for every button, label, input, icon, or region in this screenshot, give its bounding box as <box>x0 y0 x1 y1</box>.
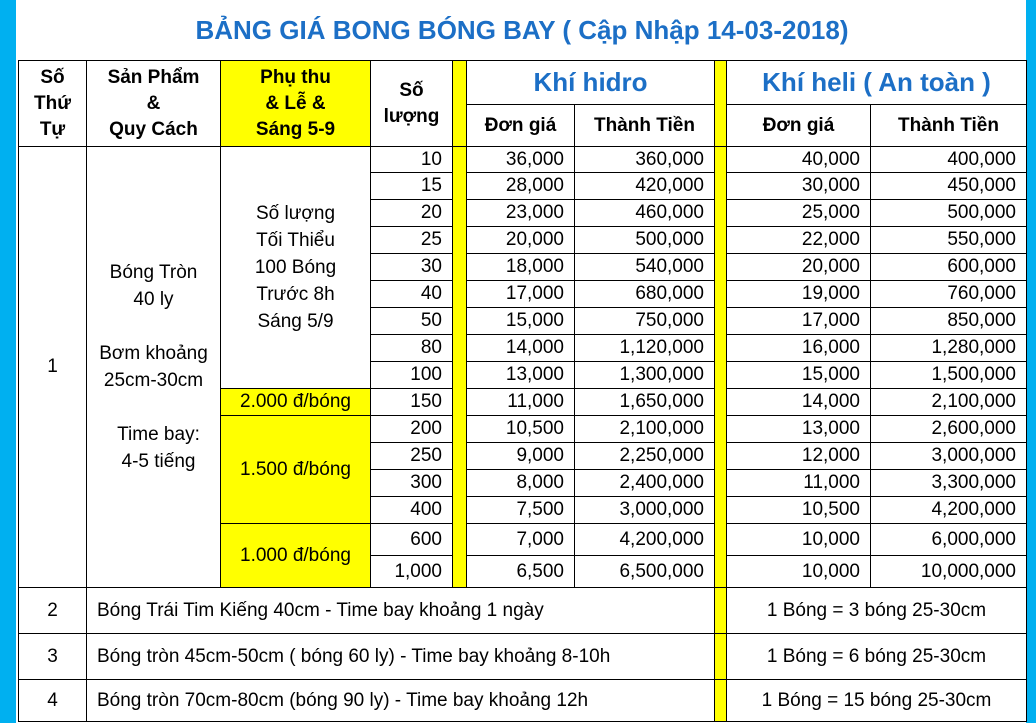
row-number: 2 <box>19 588 87 634</box>
helium-total: 1,500,000 <box>871 362 1027 389</box>
hydro-unit-price: 18,000 <box>467 254 575 281</box>
left-frame-bar <box>0 0 16 723</box>
price-table <box>18 60 1027 722</box>
minimum-quantity-note <box>221 147 371 389</box>
hydro-total: 4,200,000 <box>575 524 715 556</box>
header-hydro-total: Thành Tiền <box>575 105 715 147</box>
quantity-cell: 100 <box>371 362 453 389</box>
helium-unit-price: 10,500 <box>727 497 871 524</box>
product-spec-line: Bơm khoảng <box>99 343 208 364</box>
extra-product-row <box>19 680 1027 722</box>
hydro-unit-price: 11,000 <box>467 389 575 416</box>
yellow-separator <box>453 61 467 147</box>
row-number: 4 <box>19 680 87 722</box>
row-number: 1 <box>19 147 87 588</box>
quantity-cell: 250 <box>371 443 453 470</box>
helium-total: 850,000 <box>871 308 1027 335</box>
helium-total: 4,200,000 <box>871 497 1027 524</box>
note-line: Tối Thiểu <box>256 230 335 251</box>
page-title: BẢNG GIÁ BONG BÓNG BAY ( Cập Nhập 14-03-2018) <box>195 14 849 45</box>
extra-product-equivalence: 1 Bóng = 6 bóng 25-30cm <box>727 634 1027 680</box>
quantity-cell: 80 <box>371 335 453 362</box>
hydro-total: 2,100,000 <box>575 416 715 443</box>
hydro-unit-price: 28,000 <box>467 173 575 200</box>
surcharge-1500: 1.500 đ/bóng <box>221 416 371 524</box>
quantity-cell: 15 <box>371 173 453 200</box>
helium-total: 6,000,000 <box>871 524 1027 556</box>
header-quantity: Số lượng <box>371 61 453 147</box>
extra-product-row <box>19 588 1027 634</box>
helium-total: 450,000 <box>871 173 1027 200</box>
helium-unit-price: 17,000 <box>727 308 871 335</box>
helium-total: 3,300,000 <box>871 470 1027 497</box>
helium-total: 2,600,000 <box>871 416 1027 443</box>
hydro-unit-price: 13,000 <box>467 362 575 389</box>
note-line: Sáng 5/9 <box>257 311 334 332</box>
quantity-cell: 200 <box>371 416 453 443</box>
helium-total: 1,280,000 <box>871 335 1027 362</box>
row-number: 3 <box>19 634 87 680</box>
helium-unit-price: 10,000 <box>727 524 871 556</box>
helium-unit-price: 19,000 <box>727 281 871 308</box>
quantity-cell: 25 <box>371 227 453 254</box>
hydro-unit-price: 8,000 <box>467 470 575 497</box>
extra-product-description: Bóng tròn 45cm-50cm ( bóng 60 ly) - Time bay khoảng 8-10h <box>87 634 715 680</box>
yellow-separator <box>715 61 727 147</box>
product-spec-line: 4-5 tiếng <box>121 451 196 472</box>
yellow-separator <box>715 147 727 588</box>
header-hydro: Khí hidro <box>467 61 715 105</box>
quantity-cell: 50 <box>371 308 453 335</box>
quantity-cell: 40 <box>371 281 453 308</box>
helium-unit-price: 10,000 <box>727 556 871 588</box>
table-row <box>19 147 1027 173</box>
yellow-separator <box>715 680 727 722</box>
helium-unit-price: 20,000 <box>727 254 871 281</box>
hydro-unit-price: 7,000 <box>467 524 575 556</box>
helium-total: 2,100,000 <box>871 389 1027 416</box>
hydro-total: 750,000 <box>575 308 715 335</box>
note-line: Trước 8h <box>256 284 335 305</box>
helium-total: 760,000 <box>871 281 1027 308</box>
product-spec-line: 25cm-30cm <box>103 370 204 391</box>
helium-total: 550,000 <box>871 227 1027 254</box>
hydro-total: 1,650,000 <box>575 389 715 416</box>
price-sheet <box>18 0 1026 723</box>
extra-product-equivalence: 1 Bóng = 15 bóng 25-30cm <box>727 680 1027 722</box>
helium-unit-price: 11,000 <box>727 470 871 497</box>
hydro-unit-price: 23,000 <box>467 200 575 227</box>
hydro-total: 360,000 <box>575 147 715 173</box>
hydro-unit-price: 20,000 <box>467 227 575 254</box>
note-line: Số lượng <box>255 203 336 224</box>
hydro-total: 2,400,000 <box>575 470 715 497</box>
hydro-unit-price: 15,000 <box>467 308 575 335</box>
hydro-total: 3,000,000 <box>575 497 715 524</box>
header-helium-total: Thành Tiền <box>871 105 1027 147</box>
quantity-cell: 400 <box>371 497 453 524</box>
hydro-total: 680,000 <box>575 281 715 308</box>
surcharge-1000: 1.000 đ/bóng <box>221 524 371 588</box>
product-spec <box>87 147 221 588</box>
header-product: Sản Phẩm & Quy Cách <box>87 61 221 147</box>
quantity-cell: 600 <box>371 524 453 556</box>
helium-total: 400,000 <box>871 147 1027 173</box>
surcharge-2000: 2.000 đ/bóng <box>221 389 371 416</box>
helium-total: 600,000 <box>871 254 1027 281</box>
hydro-total: 460,000 <box>575 200 715 227</box>
hydro-unit-price: 9,000 <box>467 443 575 470</box>
quantity-cell: 20 <box>371 200 453 227</box>
quantity-cell: 150 <box>371 389 453 416</box>
helium-unit-price: 14,000 <box>727 389 871 416</box>
helium-unit-price: 15,000 <box>727 362 871 389</box>
hydro-total: 2,250,000 <box>575 443 715 470</box>
extra-product-description: Bóng Trái Tim Kiếng 40cm - Time bay khoảng 1 ngày <box>87 588 715 634</box>
quantity-cell: 10 <box>371 147 453 173</box>
yellow-separator <box>715 588 727 634</box>
helium-unit-price: 22,000 <box>727 227 871 254</box>
helium-unit-price: 13,000 <box>727 416 871 443</box>
header-helium-unit-price: Đơn giá <box>727 105 871 147</box>
hydro-total: 6,500,000 <box>575 556 715 588</box>
yellow-separator <box>715 634 727 680</box>
product-spec-line: Bóng Tròn <box>109 262 198 283</box>
extra-product-row <box>19 634 1027 680</box>
header-surcharge: Phụ thu & Lễ & Sáng 5-9 <box>221 61 371 147</box>
helium-total: 500,000 <box>871 200 1027 227</box>
helium-unit-price: 40,000 <box>727 147 871 173</box>
hydro-total: 500,000 <box>575 227 715 254</box>
helium-unit-price: 16,000 <box>727 335 871 362</box>
helium-total: 10,000,000 <box>871 556 1027 588</box>
quantity-cell: 30 <box>371 254 453 281</box>
extra-product-description: Bóng tròn 70cm-80cm (bóng 90 ly) - Time bay khoảng 12h <box>87 680 715 722</box>
hydro-unit-price: 10,500 <box>467 416 575 443</box>
extra-product-equivalence: 1 Bóng = 3 bóng 25-30cm <box>727 588 1027 634</box>
hydro-total: 1,300,000 <box>575 362 715 389</box>
header-hydro-unit-price: Đơn giá <box>467 105 575 147</box>
hydro-total: 540,000 <box>575 254 715 281</box>
note-line: 100 Bóng <box>254 257 337 278</box>
hydro-unit-price: 36,000 <box>467 147 575 173</box>
hydro-unit-price: 6,500 <box>467 556 575 588</box>
quantity-cell: 1,000 <box>371 556 453 588</box>
hydro-unit-price: 17,000 <box>467 281 575 308</box>
hydro-total: 1,120,000 <box>575 335 715 362</box>
quantity-cell: 300 <box>371 470 453 497</box>
helium-unit-price: 25,000 <box>727 200 871 227</box>
header-stt: Số Thứ Tự <box>19 61 87 147</box>
header-helium: Khí heli ( An toàn ) <box>727 61 1027 105</box>
hydro-unit-price: 14,000 <box>467 335 575 362</box>
yellow-separator <box>453 147 467 588</box>
product-spec-line: 40 ly <box>133 289 174 310</box>
helium-unit-price: 12,000 <box>727 443 871 470</box>
hydro-unit-price: 7,500 <box>467 497 575 524</box>
helium-total: 3,000,000 <box>871 443 1027 470</box>
hydro-total: 420,000 <box>575 173 715 200</box>
product-spec-line: Time bay: <box>117 424 200 445</box>
helium-unit-price: 30,000 <box>727 173 871 200</box>
right-frame-bar <box>1026 0 1036 723</box>
